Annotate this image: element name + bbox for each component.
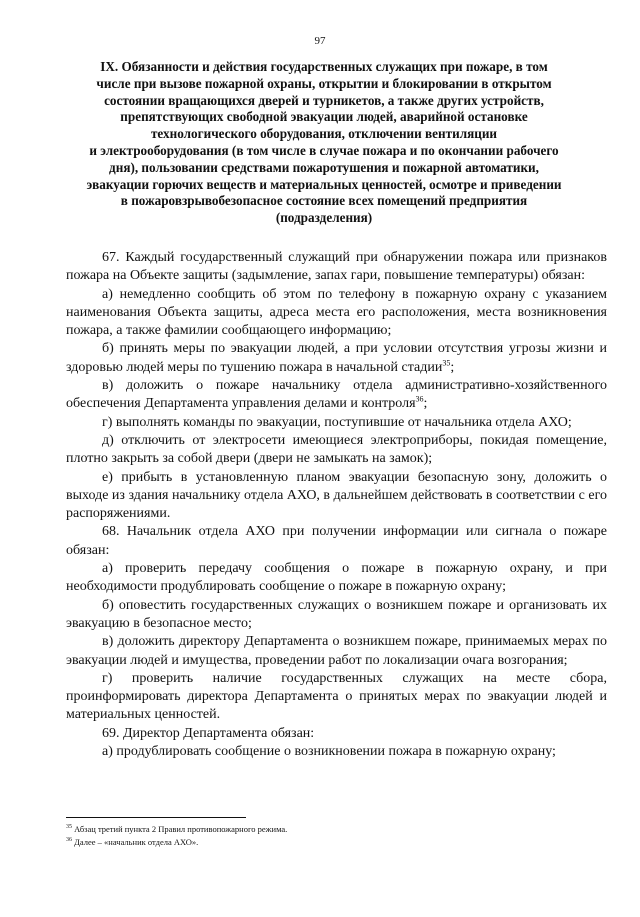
heading-line: состоянии вращающихся дверей и турникетов, а также других устройств, (104, 92, 544, 108)
paragraph-67-e: е) прибыть в установленную планом эвакуации безопасную зону, доложить о выходе из здания начальнику отдела АХО, в дальнейшем действовать в соответствии с его распоряжениями. (66, 469, 607, 522)
paragraph-68-b: б) оповестить государственных служащих о возникшем пожаре и организовать их эвакуацию в безопасное место; (66, 597, 607, 631)
footnote-35: $^{35}$ Абзац третий пункта 2 Правил противопожарного режима. (66, 824, 288, 834)
heading-line: в пожаровзрывобезопасное состояние всех помещений предприятия (120, 193, 528, 209)
paragraph-67-b: б) принять меры по эвакуации людей, а при условии отсутствия угрозы жизни и здоровью людей меры по тушению пожара в начальной стадии$^{35}$; (66, 341, 607, 375)
footnote-ref-36: 36 (415, 394, 424, 404)
paragraph-69-a: а) продублировать сообщение о возникновении пожара в пожарную охрану; (102, 744, 556, 760)
body-text (66, 249, 607, 761)
section-heading (62, 59, 586, 227)
paragraph-68-a: а) проверить передачу сообщения о пожаре в пожарную охрану, и при необходимости продублировать сообщение о пожаре в пожарную охрану; (66, 561, 607, 595)
heading-line: IX. Обязанности и действия государственных служащих при пожаре, в том (100, 59, 548, 74)
paragraph-67-v: в) доложить о пожаре начальнику отдела административно-хозяйственного обеспечения Департамента управления делами и контроля$^{36}$; (66, 378, 607, 412)
heading-line: и электрооборудования (в том числе в случае пожара и по окончании рабочего (89, 142, 559, 158)
footnote-ref-35: 35 (442, 358, 451, 368)
paragraph-67: 67. Каждый государственный служащий при обнаружении пожара или признаков пожара на Объекте защиты (задымление, запах гари, повышение температуры) обязан: (66, 250, 607, 284)
heading-line: препятствующих свободной эвакуации людей, аварийной остановке (120, 109, 528, 125)
paragraph-68: 68. Начальник отдела АХО при получении информации или сигнала о пожаре обязан: (66, 524, 607, 558)
footnote-divider (66, 817, 246, 818)
paragraph-68-g: г) проверить наличие государственных служащих на месте сбора, проинформировать директора Департамента о принятых мерах по эвакуации людей и материальных ценностей. (66, 670, 607, 723)
heading-line: числе при вызове пожарной охраны, открытии и блокировании в открытом (96, 75, 552, 91)
heading-line: (подразделения) (275, 210, 373, 226)
paragraph-69: 69. Директор Департамента обязан: (102, 725, 315, 741)
paragraph-67-d: д) отключить от электросети имеющиеся электроприборы, покидая помещение, плотно закрыть за собой двери (двери не замыкать на замок); (66, 432, 607, 467)
footnotes (66, 823, 607, 849)
paragraph-67-g: г) выполнять команды по эвакуации, поступившие от начальника отдела АХО; (102, 414, 572, 430)
footnote-36: $^{36}$ Далее – «начальник отдела АХО». (66, 837, 199, 847)
heading-line: технологического оборудования, отключении вентиляции (150, 126, 498, 142)
page-number: 97 (314, 35, 326, 47)
paragraph-67-a: а) немедленно сообщить об этом по телефону в пожарную охрану с указанием наименования Объекта защиты, адреса места его расположения, места возникновения пожара, а также фамилии сообщающего информацию; (66, 286, 607, 339)
paragraph-68-v: в) доложить директору Департамента о возникшем пожаре, принимаемых мерах по эвакуации людей и имущества, проведении работ по локализации очага возгорания; (66, 634, 607, 668)
heading-line: эвакуации горючих веществ и материальных ценностей, осмотре и приведении (86, 176, 562, 192)
heading-line: дня), пользовании средствами пожаротушения и пожарной автоматики, (109, 159, 539, 175)
